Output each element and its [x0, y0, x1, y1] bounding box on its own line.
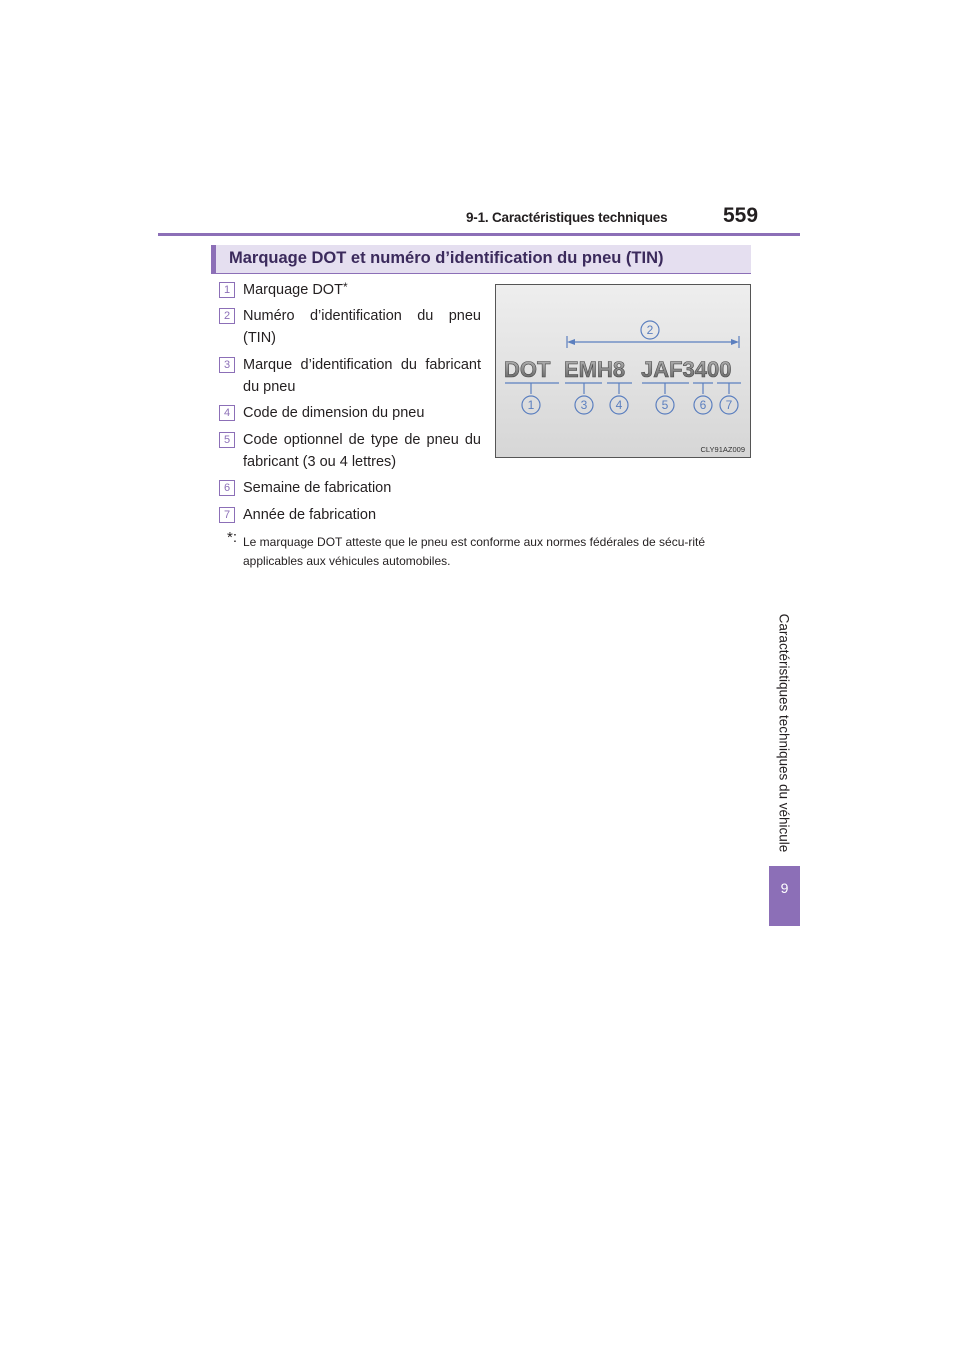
figure-code: CLY91AZ009	[700, 445, 745, 454]
footnote-text: Le marquage DOT atteste que le pneu est conforme aux normes fédérales de sécu-rité applicables aux véhicules automobiles.	[243, 535, 706, 568]
emh-text: EMH8	[564, 357, 626, 382]
banner-rule	[211, 273, 751, 274]
page-number: 559	[723, 204, 759, 227]
header-rule	[158, 233, 800, 236]
item-text-1: Marquage DOT	[243, 282, 343, 298]
item-text-5b: fabricant (3 ou 4 lettres)	[243, 454, 397, 470]
footnote-marker: *	[342, 280, 348, 294]
list-item-6	[243, 477, 391, 499]
item-text-6: Semaine de fabrication	[243, 480, 392, 496]
list-item-1	[243, 279, 348, 301]
item-number-2: 2	[219, 308, 235, 324]
item-text-2a: Numéro d’identification du pneu	[243, 308, 481, 324]
dot-text: DOT	[504, 357, 551, 382]
item-text-7: Année de fabrication	[243, 507, 377, 523]
item-number-1: 1	[219, 282, 235, 298]
item-number-3: 3	[219, 357, 235, 373]
chapter-title-vertical: Caractéristiques techniques du véhicule	[776, 613, 792, 853]
list-item-7	[243, 504, 376, 526]
tire-marking-figure	[495, 284, 751, 458]
item-number-6: 6	[219, 480, 235, 496]
list-item-5	[243, 429, 481, 473]
section-title: 9-1. Caractéristiques techniques	[466, 210, 668, 225]
footnote-mark: *:	[227, 529, 238, 546]
chapter-tab[interactable]	[769, 866, 800, 926]
label-3: 3	[580, 398, 588, 412]
item-text-5a: Code optionnel de type de pneu du	[243, 432, 481, 448]
label-1: 1	[527, 398, 535, 412]
jaf-text: JAF3400	[641, 357, 732, 382]
item-number-5: 5	[219, 432, 235, 448]
item-number-7: 7	[219, 507, 235, 523]
label-6: 6	[699, 398, 707, 412]
item-text-3b: du pneu	[243, 379, 296, 395]
label-2: 2	[646, 323, 654, 337]
section-banner	[211, 245, 751, 274]
item-text-2b: (TIN)	[243, 330, 277, 346]
list-item-2	[243, 305, 481, 349]
label-7: 7	[725, 398, 733, 412]
label-5: 5	[661, 398, 669, 412]
item-text-4: Code de dimension du pneu	[243, 405, 425, 421]
list-item-3	[243, 354, 481, 398]
banner-title: Marquage DOT et numéro d’identification du pneu (TIN)	[229, 249, 664, 267]
chapter-number: 9	[780, 880, 789, 896]
item-number-4: 4	[219, 405, 235, 421]
label-4: 4	[615, 398, 623, 412]
list-item-4	[243, 402, 424, 424]
item-text-3a: Marque d’identification du fabricant	[243, 357, 481, 373]
